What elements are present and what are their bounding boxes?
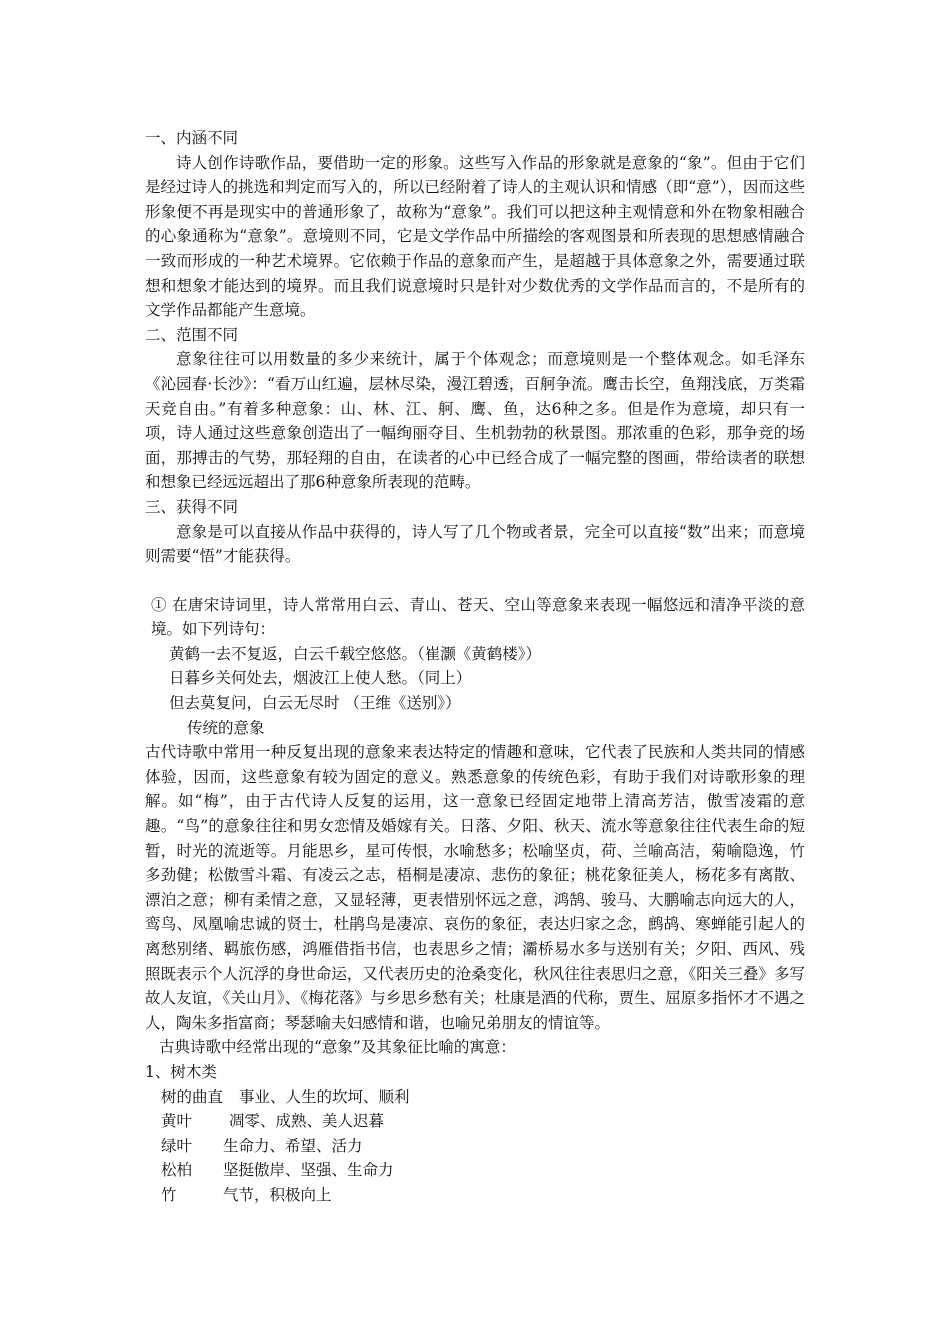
imagery-row <box>145 1109 805 1134</box>
category-heading: 1、树木类 <box>145 1062 217 1081</box>
imagery-meaning: 坚挺傲岸、坚强、生命力 <box>223 1161 394 1180</box>
imagery-list-intro: 古典诗歌中经常出现的“意象”及其象征比喻的寓意： <box>159 1038 516 1057</box>
section-heading-2: 二、范围不同 <box>145 325 239 344</box>
imagery-term: 松柏 <box>161 1161 193 1180</box>
section-3-paragraph: 意象是可以直接从作品中获得的，诗人写了几个物或者景，完全可以直接“数”出来；而意境则需要“悟”才能获得。 <box>145 522 805 566</box>
imagery-term: 黄叶 <box>161 1112 193 1131</box>
traditional-imagery-subheading: 传统的意象 <box>187 718 265 737</box>
imagery-row <box>145 1134 805 1159</box>
imagery-meaning: 凋零、成熟、美人迟暮 <box>229 1112 385 1131</box>
imagery-meaning: 气节，积极向上 <box>223 1185 332 1204</box>
blank-line <box>145 569 805 593</box>
imagery-row <box>145 1183 805 1208</box>
verse-line: 但去莫复问，白云无尽时 （王维《送别》） <box>169 694 461 713</box>
imagery-row <box>145 1158 805 1183</box>
imagery-term: 竹 <box>161 1185 177 1204</box>
section-2-paragraph: 意象往往可以用数量的多少来统计，属于个体观念；而意境则是一个整体观念。如毛泽东《沁园春·长沙》：“看万山红遍，层林尽染，漫江碧透，百舸争流。鹰击长空，鱼翔浅底，万类霜天竞自由。”有着多种意象：山、林、江、舸、鹰、鱼，达6种之多。但是作为意境，却只有一项，诗人通过这些意象创造出了一幅绚丽夺目、生机勃勃的秋景图。那浓重的色彩，那争竞的场面，那搏击的气势，那轻翔的自由，在读者的心中已经合成了一幅完整的图画，带给读者的联想和想象已经远远超出了那6种意象所表现的范畴。 <box>145 350 805 492</box>
section-heading-3: 三、获得不同 <box>145 497 239 516</box>
imagery-term: 树的曲直 <box>161 1087 224 1106</box>
verse-line: 黄鹤一去不复返，白云千载空悠悠。（崔灏《黄鹤楼》） <box>169 644 542 663</box>
traditional-imagery-paragraph: 古代诗歌中常用一种反复出现的意象来表达特定的情趣和意味，它代表了民族和人类共同的情感体验，因而，这些意象有较为固定的意义。熟悉意象的传统色彩，有助于我们对诗歌形象的理解。如“梅”，由于古代诗人反复的运用，这一意象已经固定地带上清高芳洁，傲雪凌霜的意趣。“鸟”的意象往往和男女恋情及婚嫁有关。日落、夕阳、秋天、流水等意象往往代表生命的短暂，时光的流逝等。月能思乡，星可传恨，水喻愁多；松喻坚贞，荷、兰喻高洁，菊喻隐逸，竹多劲健；松傲雪斗霜、有凌云之志，梧桐是凄凉、悲伤的象征；桃花象征美人，杨花多有离散、漂泊之意；柳有柔情之意，又显轻薄，更表惜别怀远之意，鸿鹄、骏马、大鹏喻志向远大的人，鸾鸟、凤凰喻忠诚的贤士，杜鹃鸟是凄凉、哀伤的象征，表达归家之念，鹧鸪、寒蝉能引起人的离愁别绪、羁旅伤感，鸿雁借指书信，也表思乡之情；灞桥易水多与送别有关；夕阳、西风、残照既表示个人沉浮的身世命运，又代表历史的沧桑变化，秋风往往表思归之意，《阳关三叠》多写故人友谊，《关山月》、《梅花落》与乡思乡愁有关；杜康是酒的代称，贾生、屈原多指怀才不遇之人，陶朱多指富商；琴瑟喻夫妇感情和谐，也喻兄弟朋友的情谊等。 <box>145 743 805 1032</box>
imagery-meaning: 生命力、希望、活力 <box>223 1136 363 1155</box>
imagery-meaning: 事业、人生的坎坷、顺利 <box>239 1087 410 1106</box>
imagery-row <box>145 1085 805 1110</box>
section-heading-1: 一、内涵不同 <box>145 129 239 147</box>
example-intro: ① 在唐宋诗词里，诗人常常用白云、青山、苍天、空山等意象来表现一幅悠远和清净平淡的意境。如下列诗句： <box>151 595 805 639</box>
imagery-term: 绿叶 <box>161 1136 193 1155</box>
verse-line: 日暮乡关何处去，烟波江上使人愁。（同上） <box>169 669 472 688</box>
section-1-paragraph: 诗人创作诗歌作品，要借助一定的形象。这些写入作品的形象就是意象的“象”。但由于它们是经过诗人的挑选和判定而写入的，所以已经附着了诗人的主观认识和情感（即“意”），因而这些形象便不再是现实中的普通形象了，故称为“意象”。我们可以把这种主观情意和外在物象相融合的心象通称为“意象”。意境则不同，它是文学作品中所描绘的客观图景和所表现的思想感情融合一致而形成的一种艺术境界。它依赖于作品的意象而产生，是超越于具体意象之外，需要通过联想和想象才能达到的境界。而且我们说意境时只是针对少数优秀的文学作品而言的，不是所有的文学作品都能产生意境。 <box>145 153 805 320</box>
